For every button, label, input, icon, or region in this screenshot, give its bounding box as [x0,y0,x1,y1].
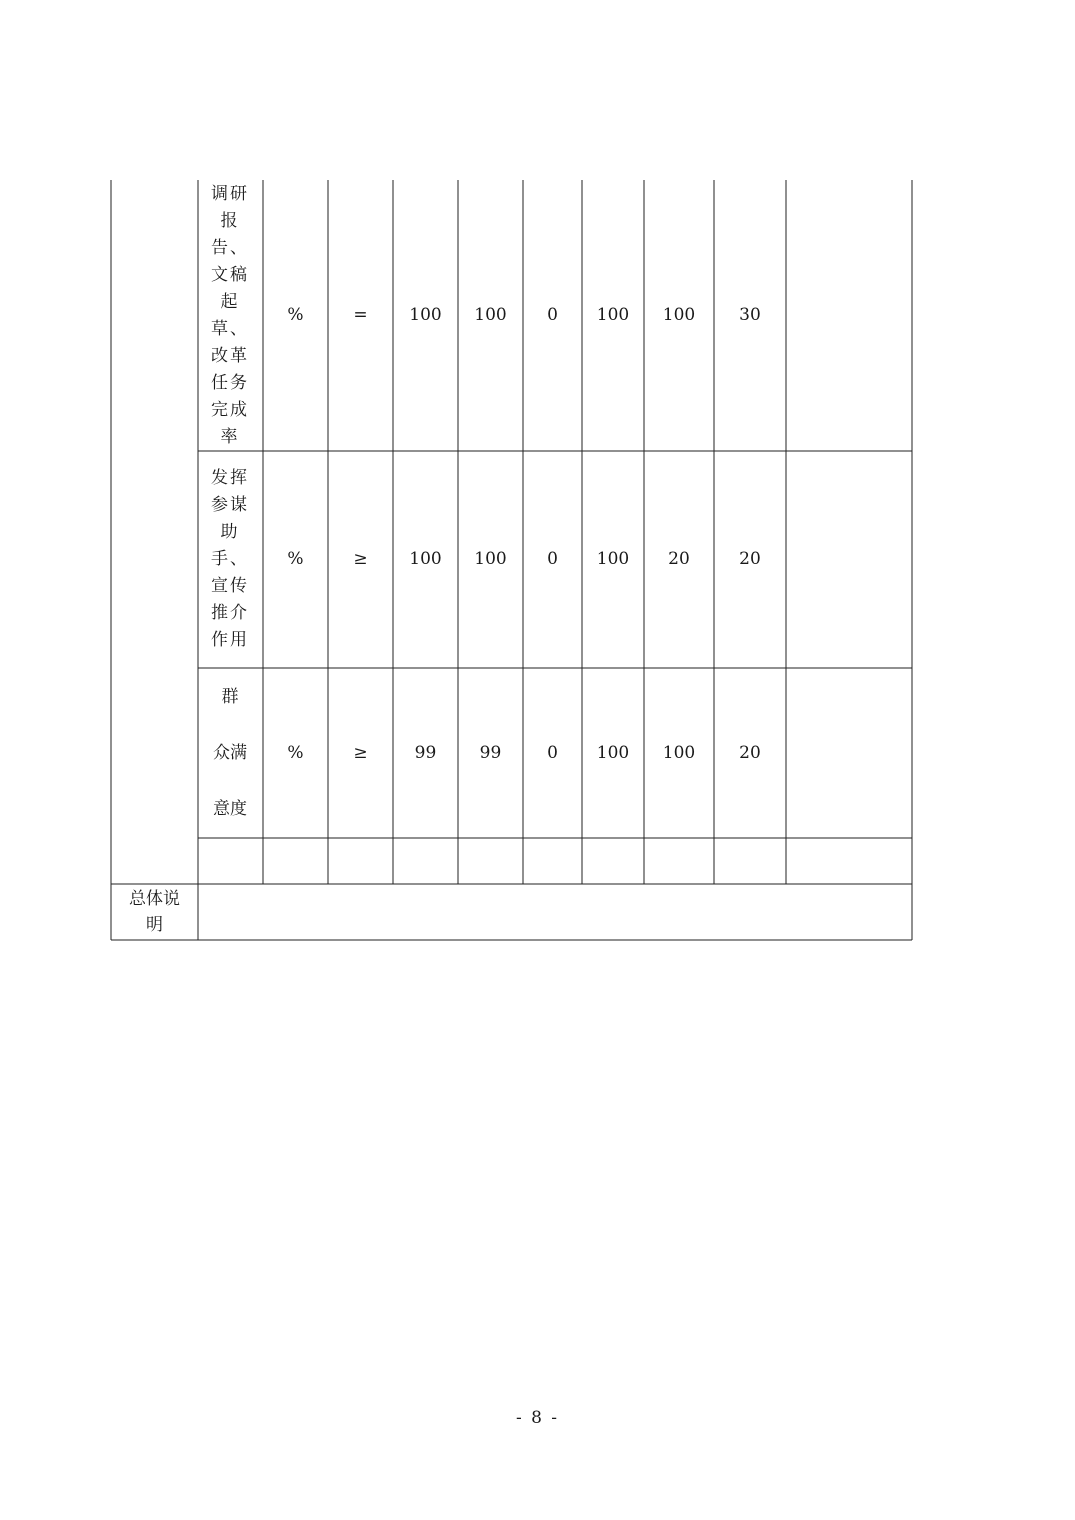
value: 99 [414,742,437,763]
value-cell [582,668,644,838]
value-cell [523,668,582,838]
indicator-label: 发挥参谋助手、宣传推介作用 [211,468,249,650]
page-number: - 8 - [515,1408,560,1428]
value-cell [523,180,582,451]
value-cell [582,180,644,451]
operator-cell [328,668,393,838]
operator-label: ≥ [353,742,368,763]
value-cell [458,451,523,668]
indicator-cell [208,180,252,451]
operator-cell [328,180,393,451]
value: 0 [547,742,558,763]
value-cell [714,180,786,451]
value: 100 [474,305,507,325]
value-cell [523,451,582,668]
unit-label: % [287,549,304,569]
indicator-label: 群 众满 意度 [213,687,247,819]
value-cell [458,668,523,838]
value-cell [714,451,786,668]
value: 100 [662,742,696,763]
indicator-cell [202,668,258,838]
value: 0 [547,549,558,569]
value-cell [714,668,786,838]
indicator-label: 调研报告、文稿起草、改革任务完成率 [211,183,249,447]
indicator-cell [208,451,252,668]
value-cell [644,668,714,838]
value: 100 [596,549,630,569]
value: 100 [662,305,696,325]
summary-label: 总体说明 [129,889,180,935]
value-cell [393,180,458,451]
operator-label: = [353,305,368,325]
summary-label-cell [111,884,198,940]
operator-label: ≥ [353,549,368,569]
summary-text-cell [198,884,912,940]
operator-cell [328,451,393,668]
unit-cell [263,668,328,838]
value-cell [582,451,644,668]
value: 100 [596,305,630,325]
value: 99 [479,742,502,763]
value: 20 [668,549,690,569]
value: 100 [596,742,630,763]
unit-cell [263,180,328,451]
value: 100 [474,549,507,569]
value: 20 [739,549,761,569]
value: 100 [409,305,442,325]
value-cell [393,451,458,668]
value-cell [644,451,714,668]
value-cell [458,180,523,451]
unit-cell [263,451,328,668]
value: 30 [739,305,761,325]
value: 20 [739,742,761,763]
value: 0 [547,305,558,325]
unit-label: % [287,742,304,763]
value: 100 [409,549,442,569]
value-cell [393,668,458,838]
unit-label: % [287,305,304,325]
value-cell [644,180,714,451]
